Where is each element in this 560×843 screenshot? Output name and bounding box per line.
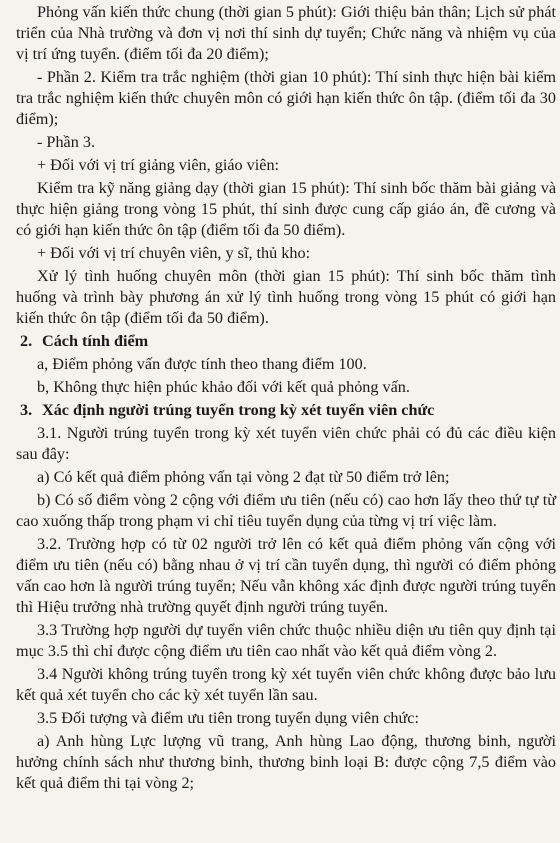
paragraph-3-2: 3.2. Trường hợp có từ 02 người trở lên có kết quả điểm phỏng vấn cộng với điểm ưu tiên (nếu có) bằng nhau ở vị trí cần tuyển dụng, thì người có điểm phỏng vấn cao hơn là người trúng tuyển; Nếu vẫn không xác định được người trúng tuyển thì Hiệu trưởng nhà trường quyết định người trúng tuyển. bbox=[16, 535, 556, 616]
paragraph-3-3: 3.3 Trường hợp người dự tuyển viên chức thuộc nhiều diện ưu tiên quy định tại mục 3.5 thì chỉ được cộng điểm ưu tiên cao nhất vào kết quả điểm vòng 2. bbox=[16, 621, 556, 660]
paragraph-part-3: - Phần 3. bbox=[37, 133, 95, 151]
paragraph-3-1-a: a) Có kết quả điểm phỏng vấn tại vòng 2 đạt từ 50 điểm trở lên; bbox=[37, 468, 450, 486]
paragraph-3-1-b: b) Có số điểm vòng 2 cộng với điểm ưu tiên (nếu có) cao hơn lấy theo thứ tự từ cao xuống thấp trong phạm vi chỉ tiêu tuyển dụng của từng vị trí việc làm. bbox=[16, 491, 556, 530]
paragraph-interview-general: Phỏng vấn kiến thức chung (thời gian 5 phút): Giới thiệu bản thân; Lịch sử phát triển của Nhà trường và đơn vị nơi thí sinh dự tuyển; Chức năng và nhiệm vụ của vị trí ứng tuyển. (điểm tối đa 20 điểm); bbox=[16, 3, 556, 63]
paragraph-3-4: 3.4 Người không trúng tuyển trong kỳ xét tuyển viên chức không được bảo lưu kết quả xét tuyển cho các kỳ xét tuyển lần sau. bbox=[16, 665, 556, 704]
paragraph-3-5-a: a) Anh hùng Lực lượng vũ trang, Anh hùng Lao động, thương binh, người hưởng chính sách như thương binh, thương binh loại B: được cộng 7,5 điểm vào kết quả điểm thi tại vòng 2; bbox=[16, 732, 556, 792]
section-heading-winners bbox=[16, 400, 556, 421]
paragraph-situation-test: Xử lý tình huống chuyên môn (thời gian 15 phút): Thí sinh bốc thăm tình huống và trình bày phương án xử lý tình huống trong vòng 15 phút có giới hạn kiến thức ôn tập (điểm tối đa 50 điểm). bbox=[16, 267, 556, 327]
paragraph-specialist-position: + Đối với vị trí chuyên viên, y sĩ, thủ kho: bbox=[37, 244, 311, 262]
paragraph-scoring-a: a, Điểm phỏng vấn được tính theo thang điểm 100. bbox=[37, 355, 367, 373]
paragraph-teaching-test: Kiểm tra kỹ năng giảng dạy (thời gian 15 phút): Thí sinh bốc thăm bài giảng và thực hiện giảng trong vòng 15 phút, thí sinh được cung cấp giáo án, đề cương và có giới hạn kiến thức ôn tập (điểm tối đa 50 điểm). bbox=[16, 179, 556, 239]
paragraph-3-1: 3.1. Người trúng tuyển trong kỳ xét tuyển viên chức phải có đủ các điều kiện sau đây: bbox=[16, 424, 556, 463]
paragraph-part-2: - Phần 2. Kiểm tra trắc nghiệm (thời gian 10 phút): Thí sinh thực hiện bài kiểm tra trắc nghiệm kiến thức chuyên môn có giới hạn kiến thức ôn tập. (điểm tối đa 30 điểm); bbox=[16, 68, 556, 128]
section-number: 3. bbox=[20, 401, 33, 419]
section-heading-scoring bbox=[16, 331, 556, 352]
paragraph-lecturer-position: + Đối với vị trí giảng viên, giáo viên: bbox=[37, 156, 280, 174]
paragraph-scoring-b: b, Không thực hiện phúc khảo đối với kết quả phỏng vấn. bbox=[37, 378, 410, 396]
paragraph-3-5: 3.5 Đối tượng và điểm ưu tiên trong tuyển dụng viên chức: bbox=[37, 709, 419, 727]
section-number: 2. bbox=[20, 332, 33, 350]
section-title: Xác định người trúng tuyển trong kỳ xét tuyển viên chức bbox=[42, 401, 435, 419]
section-title: Cách tính điểm bbox=[42, 332, 149, 350]
